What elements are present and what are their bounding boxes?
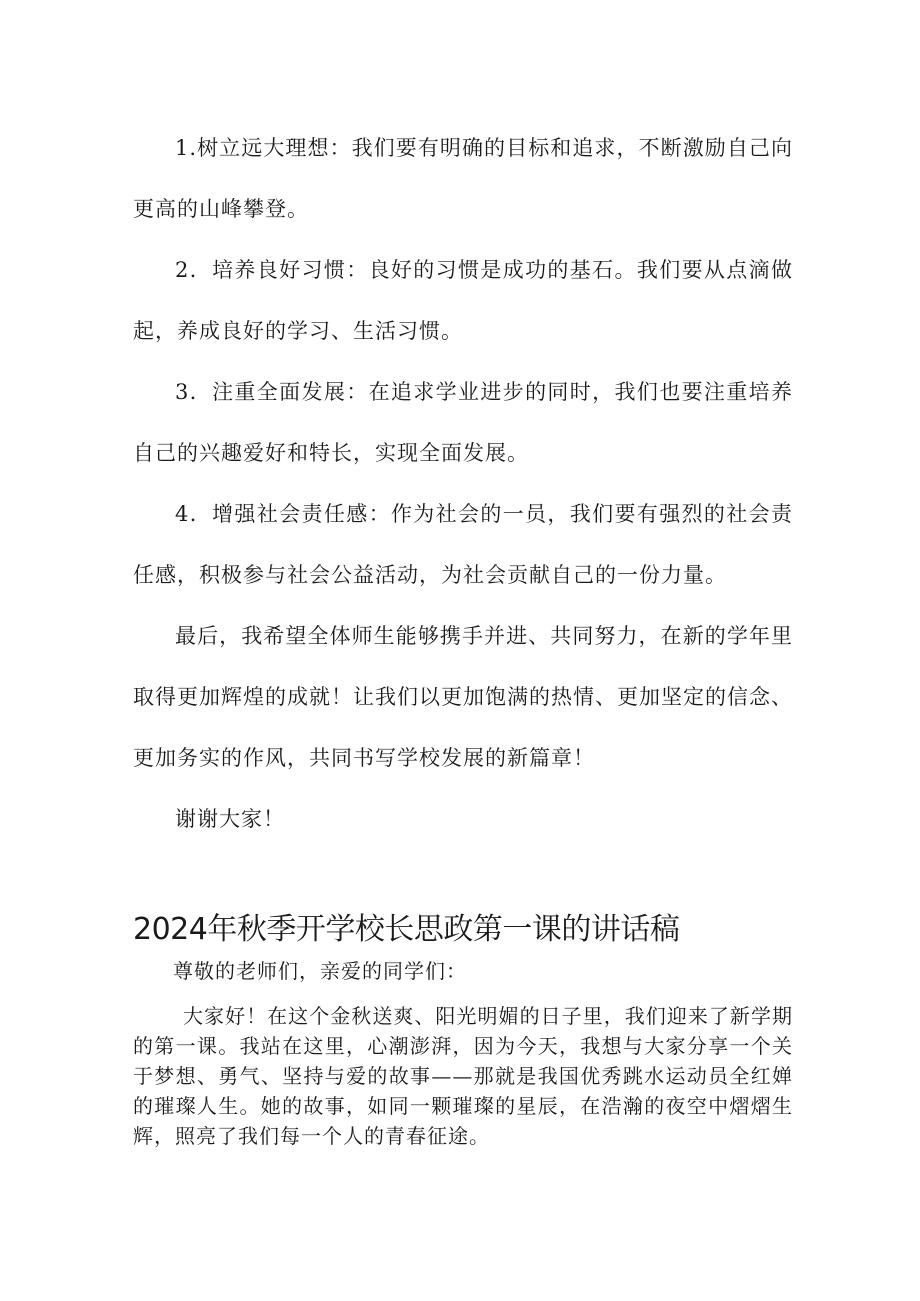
thanks-paragraph: 谢谢大家！ — [175, 807, 285, 831]
document-title: 2024年秋季开学校长思政第一课的讲话稿 — [133, 912, 680, 947]
point-1-paragraph: 1.树立远大理想：我们要有明确的目标和追求，不断激励自己向更高的山峰攀登。 — [133, 136, 793, 221]
point-2-paragraph: 2．培养良好习惯：良好的习惯是成功的基石。我们要从点滴做起，养成良好的学习、生活习惯。 — [133, 258, 793, 343]
point-3-paragraph: 3．注重全面发展：在追求学业进步的同时，我们也要注重培养自己的兴趣爱好和特长，实现全面发展。 — [133, 380, 793, 465]
closing-section — [133, 118, 793, 850]
point-4-paragraph: 4．增强社会责任感：作为社会的一员，我们要有强烈的社会责任感，积极参与社会公益活动，为社会贡献自己的一份力量。 — [133, 502, 793, 587]
speech-section — [133, 951, 793, 1151]
opening-paragraph: 大家好！在这个金秋送爽、阳光明媚的日子里，我们迎来了新学期的第一课。我站在这里，心潮澎湃，因为今天，我想与大家分享一个关于梦想、勇气、坚持与爱的故事——那就是我国优秀跳水运动员全红婵的璀璨人生。她的故事，如同一颗璀璨的星辰，在浩瀚的夜空中熠熠生辉，照亮了我们每一个人的青春征途。 — [133, 1004, 793, 1148]
conclusion-paragraph: 最后，我希望全体师生能够携手并进、共同努力，在新的学年里取得更加辉煌的成就！让我们以更加饱满的热情、更加坚定的信念、更加务实的作风，共同书写学校发展的新篇章！ — [133, 624, 793, 770]
salutation: 尊敬的老师们，亲爱的同学们： — [173, 959, 467, 983]
